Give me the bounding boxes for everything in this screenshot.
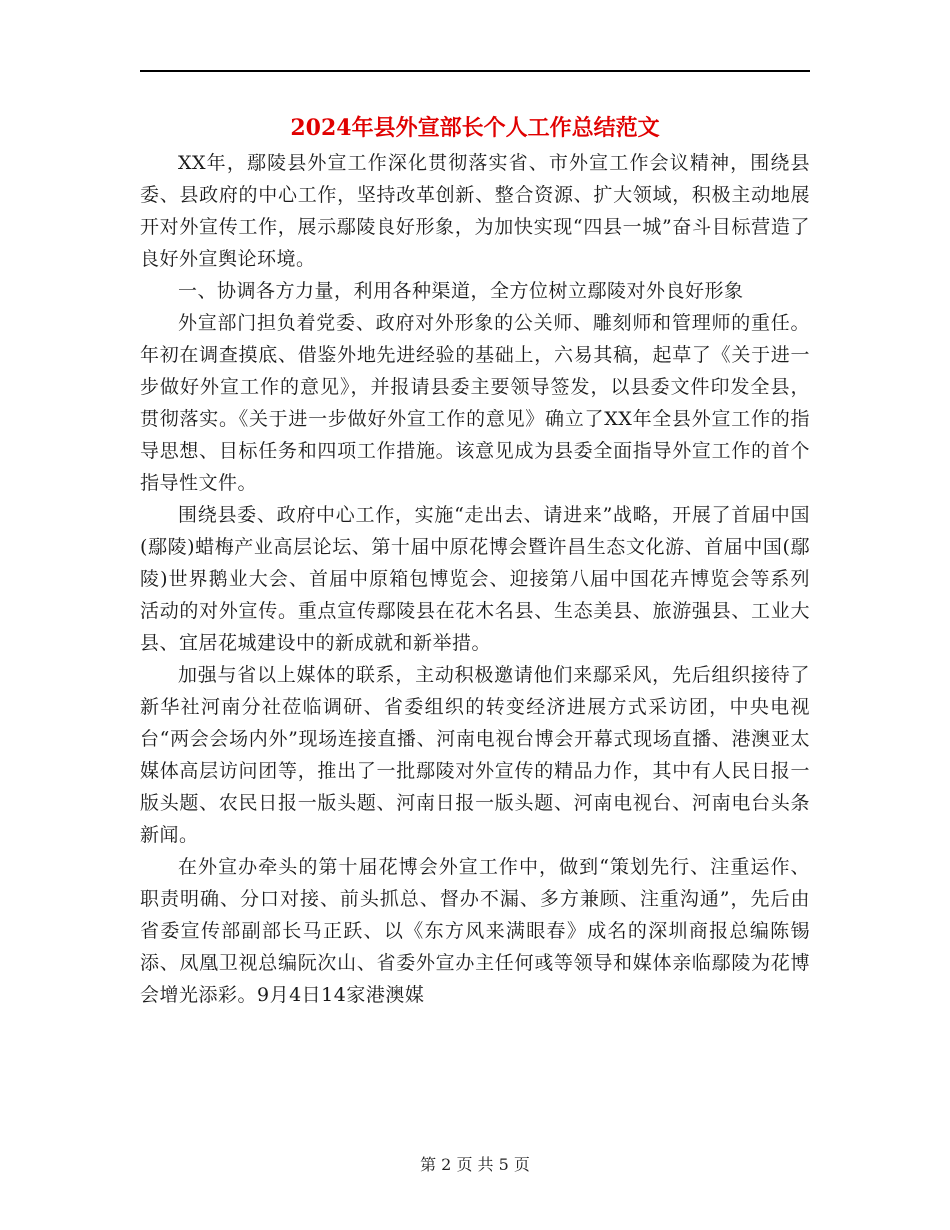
paragraph: 围绕县委、政府中心工作，实施“走出去、请进来”战略，开展了首届中国(鄢陵)蜡梅产业高层论坛、第十届中原花博会暨许昌生态文化游、首届中国(鄢陵)世界鹅业大会、首届中原箱包博览会、迎接第八届中国花卉博览会等系列活动的对外宣传。重点宣传鄢陵县在花木名县、生态美县、旅游强县、工业大县、宜居花城建设中的新成就和新举措。 — [140, 504, 810, 654]
paragraph: 外宣部门担负着党委、政府对外形象的公关师、雕刻师和管理师的重任。年初在调查摸底、借鉴外地先进经验的基础上，六易其稿，起草了《关于进一步做好外宣工作的意见》，并报请县委主要领导签发，以县委文件印发全县，贯彻落实。《关于进一步做好外宣工作的意见》确立了XX年全县外宣工作的指导思想、目标任务和四项工作措施。该意见成为县委全面指导外宣工作的首个指导性文件。 — [140, 312, 810, 494]
paragraph: 加强与省以上媒体的联系，主动积极邀请他们来鄢采风，先后组织接待了新华社河南分社莅临调研、省委组织的转变经济进展方式采访团，中央电视台“两会会场内外”现场连接直播、河南电视台博会开幕式现场直播、港澳亚太媒体高层访问团等，推出了一批鄢陵对外宣传的精品力作，其中有人民日报一版头题、农民日报一版头题、河南日报一版头题、河南电视台、河南电台头条新闻。 — [140, 664, 810, 846]
document-body — [140, 147, 810, 1011]
document-title: 2024年县外宣部长个人工作总结范文 — [290, 115, 660, 141]
page-number: 第 2 页 共 5 页 — [420, 1155, 530, 1174]
paragraph-intro: XX年，鄢陵县外宣工作深化贯彻落实省、市外宣工作会议精神，围绕县委、县政府的中心工作，坚持改革创新、整合资源、扩大领域，积极主动地展开对外宣传工作，展示鄢陵良好形象，为加快实现“四县一城”奋斗目标营造了良好外宣舆论环境。 — [140, 152, 810, 270]
header-rule — [140, 70, 810, 72]
section-heading-1: 一、协调各方力量，利用各种渠道，全方位树立鄢陵对外良好形象 — [178, 280, 744, 302]
paragraph: 在外宣办牵头的第十届花博会外宣工作中，做到“策划先行、注重运作、职责明确、分口对接、前头抓总、督办不漏、多方兼顾、注重沟通”，先后由省委宣传部副部长马正跃、以《东方风来满眼春》成名的深圳商报总编陈锡添、凤凰卫视总编阮次山、省委外宣办主任何彧等领导和媒体亲临鄢陵为花博会增光添彩。9月4日14家港澳媒 — [140, 856, 810, 1006]
